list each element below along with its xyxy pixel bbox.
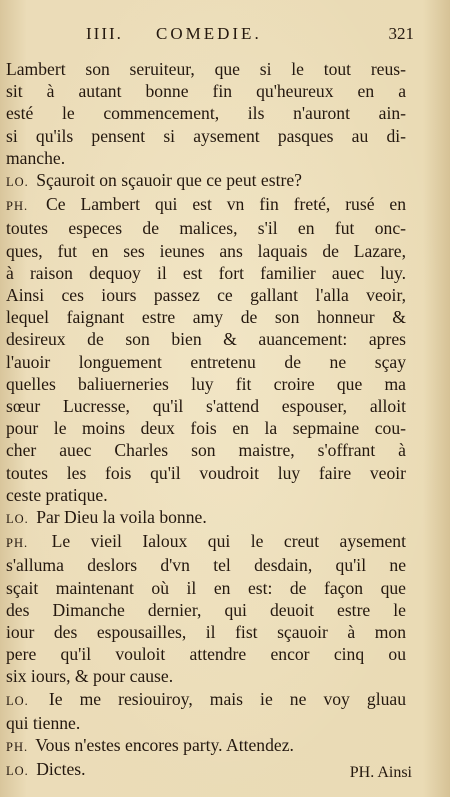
line-text: à raison dequoy il est fort familier auec luy. bbox=[6, 262, 406, 283]
speaker-label: LO. bbox=[6, 764, 29, 779]
running-header bbox=[0, 24, 450, 54]
text-line bbox=[6, 688, 406, 712]
text-line bbox=[6, 373, 406, 395]
text-line bbox=[6, 506, 406, 530]
line-text: pour le moins deux fois en la sepmaine cou- bbox=[6, 418, 406, 439]
line-text: cher auec Charles son maistre, s'offrant à bbox=[6, 440, 406, 461]
text-line bbox=[6, 147, 406, 169]
line-text: sœur Lucresse, qu'il s'attend espouser, alloit bbox=[6, 396, 406, 417]
text-line bbox=[6, 58, 406, 80]
text-line bbox=[6, 395, 406, 417]
line-text: toutes especes de malices, s'il en fut onc- bbox=[6, 218, 406, 239]
text-line bbox=[6, 193, 406, 217]
line-text: esté le commencement, ils n'auront ain- bbox=[6, 103, 406, 124]
line-text: l'auoir longuement entretenu de ne sçay bbox=[6, 351, 406, 372]
line-text: Par Dieu la voila bonne. bbox=[36, 507, 207, 528]
line-text: Ce Lambert qui est vn fin freté, rusé en bbox=[46, 194, 407, 215]
line-text: ceste pratique. bbox=[6, 484, 108, 505]
line-text: Dictes. bbox=[36, 759, 86, 780]
line-text: lequel faignant estre amy de son honneur & bbox=[6, 307, 406, 328]
running-title: COMEDIE. bbox=[156, 24, 262, 43]
line-text: Sçauroit on sçauoir que ce peut estre? bbox=[36, 170, 302, 191]
text-line bbox=[6, 577, 406, 599]
line-text: Vous n'estes encores party. Attendez. bbox=[35, 735, 294, 756]
text-line bbox=[6, 734, 406, 758]
text-line bbox=[6, 417, 406, 439]
speaker-label: PH. bbox=[6, 199, 29, 214]
text-line bbox=[6, 217, 406, 239]
line-text: toutes les fois qu'il voudroit luy faire veoir bbox=[6, 462, 406, 483]
catchword: PH. Ainsi bbox=[349, 764, 412, 781]
line-text: pere qu'il vouloit attendre encor cinq ou bbox=[6, 644, 406, 665]
line-text: sit à autant bonne fin qu'heureux en a bbox=[6, 81, 406, 102]
line-text: qui tienne. bbox=[6, 712, 81, 733]
text-line bbox=[6, 484, 406, 506]
text-line bbox=[6, 665, 406, 687]
text-line bbox=[6, 284, 406, 306]
line-text: des Dimanche dernier, qui deuoit estre le bbox=[6, 599, 406, 620]
text-line bbox=[6, 758, 406, 782]
speaker-label: PH. bbox=[6, 536, 29, 551]
text-line bbox=[6, 169, 406, 193]
body-text bbox=[6, 58, 406, 783]
line-text: Le vieil Ialoux qui le creut aysement bbox=[51, 531, 406, 552]
text-line bbox=[6, 102, 406, 124]
line-text: s'alluma deslors d'vn tel desdain, qu'il ne bbox=[6, 555, 406, 576]
line-text: manche. bbox=[6, 147, 66, 168]
text-line bbox=[6, 530, 406, 554]
speaker-label: LO. bbox=[6, 512, 29, 527]
line-text: Ainsi ces iours passez ce gallant l'alla veoir, bbox=[6, 285, 406, 306]
text-line bbox=[6, 439, 406, 461]
line-text: quelles baliuerneries luy fit croire que ma bbox=[6, 373, 406, 394]
text-line bbox=[6, 643, 406, 665]
text-line bbox=[6, 328, 406, 350]
act-number: IIII. bbox=[86, 24, 123, 43]
line-text: si qu'ils pensent si aysement pasques au di- bbox=[6, 125, 406, 146]
text-line bbox=[6, 125, 406, 147]
text-line bbox=[6, 306, 406, 328]
line-text: sçait maintenant où il en est: de façon que bbox=[6, 577, 406, 598]
line-text: desireux de son bien & auancement: apres bbox=[6, 329, 406, 350]
text-line bbox=[6, 621, 406, 643]
speaker-label: LO. bbox=[6, 175, 29, 190]
text-line bbox=[6, 554, 406, 576]
line-text: six iours, & pour cause. bbox=[6, 666, 174, 687]
speaker-label: PH. bbox=[6, 740, 29, 755]
line-text: Lambert son seruiteur, que si le tout reus- bbox=[6, 59, 406, 79]
page-number: 321 bbox=[388, 24, 414, 43]
text-line bbox=[6, 240, 406, 262]
text-line bbox=[6, 262, 406, 284]
line-text: iour des espousailles, il fist sçauoir à mon bbox=[6, 622, 406, 643]
text-line bbox=[6, 712, 406, 734]
line-text: ques, fut en ses ieunes ans laquais de Lazare, bbox=[6, 240, 406, 261]
line-text: Ie me resiouiroy, mais ie ne voy gluau bbox=[48, 688, 406, 709]
text-line bbox=[6, 462, 406, 484]
text-line bbox=[6, 80, 406, 102]
speaker-label: LO. bbox=[6, 693, 29, 708]
text-line bbox=[6, 599, 406, 621]
text-line bbox=[6, 351, 406, 373]
